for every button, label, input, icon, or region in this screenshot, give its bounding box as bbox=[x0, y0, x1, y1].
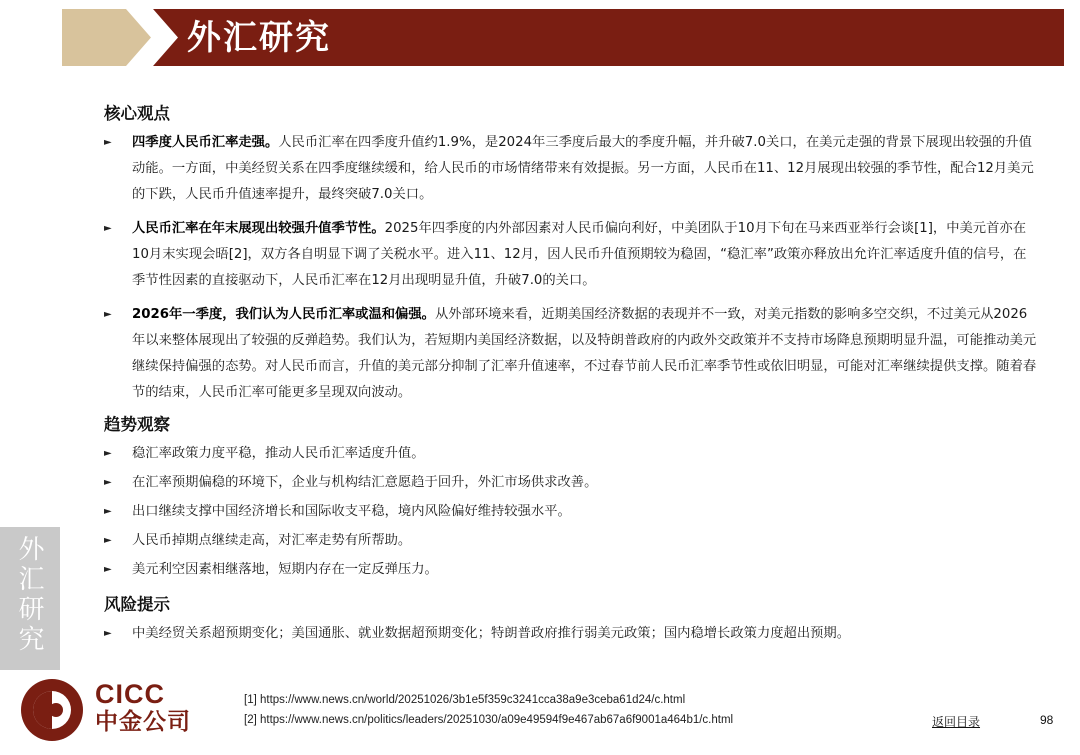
page-title: 外汇研究 bbox=[187, 18, 331, 58]
bullet-arrow-icon: ► bbox=[104, 535, 112, 546]
section-title-risk: 风险提示 bbox=[104, 595, 170, 614]
core-point-lead: 人民币汇率在年末展现出较强升值季节性。 bbox=[132, 221, 385, 236]
core-point-lead: 2026年一季度，我们认为人民币汇率或温和偏强。 bbox=[132, 307, 435, 322]
cicc-logo-icon bbox=[20, 678, 84, 742]
core-point-text: 2025年四季度的内外部因素对人民币偏向利好，中美团队于10月下旬在马来西亚举行会谈[1]，中美元首亦在10月末实现会晤[2]，双方各自明显下调了关税水平。进入11、12月，因人民币升值预期较为稳固，“稳汇率”政策亦释放出允许汇率适度升值的信号，在季节性因素的直接驱动下，人民币汇率在12月出现明显升值，升破7.0的关口。 bbox=[132, 221, 1027, 288]
content-area bbox=[104, 98, 1039, 650]
trend-item-text: 在汇率预期偏稳的环境下，企业与机构结汇意愿趋于回升，外汇市场供求改善。 bbox=[132, 475, 598, 490]
back-to-contents-link[interactable]: 返回目录 bbox=[932, 715, 981, 729]
trend-item bbox=[104, 528, 1039, 557]
bullet-arrow-icon: ► bbox=[104, 564, 112, 575]
page-number: 98 bbox=[1040, 713, 1054, 727]
bullet-arrow-icon: ► bbox=[104, 309, 112, 320]
core-point bbox=[104, 302, 1039, 406]
trend-item bbox=[104, 470, 1039, 499]
core-point bbox=[104, 130, 1039, 208]
core-point-lead: 四季度人民币汇率走强。 bbox=[132, 135, 279, 150]
logo-wordmark-en: CICC bbox=[95, 679, 165, 709]
footnote: [1] https://www.news.cn/world/20251026/3b1e5f359c3241cca38a9e3ceba61d24/c.html bbox=[244, 694, 686, 706]
risk-item-text: 中美经贸关系超预期变化；美国通胀、就业数据超预期变化；特朗普政府推行弱美元政策；国内稳增长政策力度超出预期。 bbox=[132, 626, 851, 641]
trend-item-text: 美元利空因素相继落地，短期内存在一定反弹压力。 bbox=[132, 562, 438, 577]
core-point-text: 人民币汇率在四季度升值约1.9%，是2024年三季度后最大的季度升幅，并升破7.0关口，在美元走强的背景下展现出较强的升值动能。一方面，中美经贸关系在四季度继续缓和，给人民币的市场情绪带来有效提振。另一方面，人民币在11、12月展现出较强的季节性，配合12月美元的下跌，人民币升值速率提升，最终突破7.0关口。 bbox=[132, 135, 1034, 202]
trend-item-text: 稳汇率政策力度平稳，推动人民币汇率适度升值。 bbox=[132, 446, 425, 461]
trend-item bbox=[104, 557, 1039, 586]
bullet-arrow-icon: ► bbox=[104, 137, 112, 148]
core-point-text: 从外部环境来看，近期美国经济数据的表现并不一致，对美元指数的影响多空交织，不过美元从2026年以来整体展现出了较强的反弹趋势。我们认为，若短期内美国经济数据，以及特朗普政府的内政外交政策并不支持市场降息预期明显升温，可能推动美元继续保持偏强的态势。对人民币而言，升值的美元部分抑制了汇率升值速率，不过春节前人民币汇率季节性或依旧明显，可能对汇率继续提供支撑。随着春节的结束，人民币汇率可能更多呈现双向波动。 bbox=[132, 307, 1037, 400]
bullet-arrow-icon: ► bbox=[104, 223, 112, 234]
logo-wordmark-cn: 中金公司 bbox=[95, 709, 191, 735]
trend-item-text: 出口继续支撑中国经济增长和国际收支平稳，境内风险偏好维持较强水平。 bbox=[132, 504, 571, 519]
trend-item bbox=[104, 499, 1039, 528]
footnote: [2] https://www.news.cn/politics/leaders/20251030/a09e49594f9e467ab67a6f9001a464b1/c.html bbox=[244, 714, 734, 726]
bullet-arrow-icon: ► bbox=[104, 477, 112, 488]
trend-item-text: 人民币掉期点继续走高，对汇率走势有所帮助。 bbox=[132, 533, 412, 548]
core-point bbox=[104, 216, 1039, 294]
bullet-arrow-icon: ► bbox=[104, 448, 112, 459]
section-title-core: 核心观点 bbox=[104, 104, 170, 123]
trend-item bbox=[104, 441, 1039, 470]
side-tab-label: 外汇研究 bbox=[14, 535, 44, 655]
section-title-trend: 趋势观察 bbox=[104, 415, 170, 434]
risk-item bbox=[104, 621, 1039, 650]
bullet-arrow-icon: ► bbox=[104, 628, 112, 639]
bullet-arrow-icon: ► bbox=[104, 506, 112, 517]
